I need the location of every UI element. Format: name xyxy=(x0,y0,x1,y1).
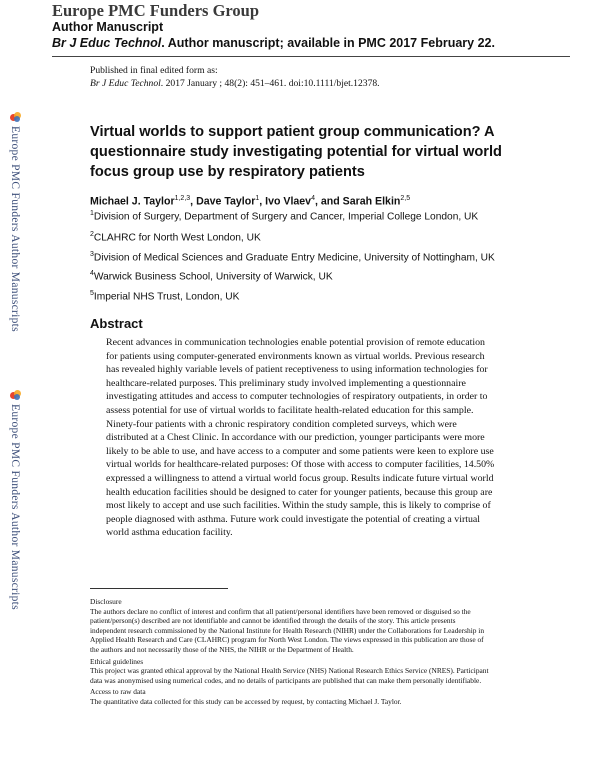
abstract-line: Ninety-four patients with a chronic respiratory condition completed surveys, which were xyxy=(106,418,457,430)
author-manuscript-label: Author Manuscript xyxy=(52,20,164,34)
footnote-line: the authors and not necessarily those of the NHS, the NIHR or the Department of Health. xyxy=(90,644,354,654)
footnote-disclosure xyxy=(90,597,520,655)
author-name: Dave Taylor xyxy=(196,195,256,208)
author-list xyxy=(90,195,410,208)
footnote-line: This project was granted ethical approval by the National Health Service (NHS) National Research Ethics Service (NRES). Participant xyxy=(90,666,489,676)
availability-text: . Author manuscript; available in PMC 2017 February 22. xyxy=(161,36,495,50)
author-affiliation-sup: 1 xyxy=(255,195,260,202)
published-label: Published in final edited form as: xyxy=(90,65,218,76)
abstract-line: people diagnosed with asthma. Future work could investigate the potential of creating a virtual xyxy=(106,513,481,525)
footnote-line: independent research commissioned by the National Institute for Health Research (NIHR) under the Collaborations for Leadership in xyxy=(90,625,485,635)
abstract-line: virtual worlds for healthcare-related purposes: Of those with access to computer facilities, 14.50% xyxy=(106,459,495,471)
affiliation-sup: 3 xyxy=(90,251,94,258)
journal-name: Br J Educ Technol xyxy=(52,36,162,50)
abstract-line: distributed at a Chest Clinic. In accordance with our prediction, younger participants were more xyxy=(106,432,485,444)
affiliation-text: Warwick Business School, University of Warwick, UK xyxy=(93,271,333,283)
sidebar-text-bottom: Europe PMC Funders Author Manuscripts xyxy=(9,404,21,610)
author-name: Sarah Elkin xyxy=(342,195,401,208)
footnote-heading: Access to raw data xyxy=(90,687,146,697)
author-affiliation-sup: 2,5 xyxy=(400,195,411,202)
footnote-raw-data xyxy=(90,687,520,706)
sidebar-watermark-top xyxy=(8,112,24,332)
affiliation xyxy=(90,231,261,243)
author-name: Ivo Vlaev xyxy=(265,195,312,208)
abstract-line: expressed a willingness to attend a virtual world focus group. Results indicate future virtual world xyxy=(106,472,494,484)
published-journal: Br J Educ Technol xyxy=(90,78,161,89)
abstract-line: world asthma education facility. xyxy=(106,527,233,539)
header-divider xyxy=(52,56,570,57)
affiliation-sup: 5 xyxy=(90,290,94,297)
affiliation xyxy=(90,251,495,263)
footnote-divider xyxy=(90,588,228,589)
footnote-heading: Ethical guidelines xyxy=(90,656,144,666)
europe-pmc-logo-icon xyxy=(10,390,21,401)
footnote-line: Applied Health Research and Care (CLAHRC) program for North West London. The views expressed in this publication are those of xyxy=(90,635,484,645)
affiliation-text: Imperial NHS Trust, London, UK xyxy=(93,291,240,303)
author-separator: , xyxy=(190,195,197,208)
abstract-heading: Abstract xyxy=(90,316,143,331)
author-name: Michael J. Taylor xyxy=(90,195,175,208)
footnote-ethics xyxy=(90,657,520,686)
footnote-line: The quantitative data collected for this study can be accessed by request, by contacting Michael J. Taylor. xyxy=(90,696,402,706)
europe-pmc-logo-icon xyxy=(10,112,21,123)
affiliation-sup: 2 xyxy=(90,231,94,238)
affiliation-text: Division of Surgery, Department of Surgery and Cancer, Imperial College London, UK xyxy=(93,211,479,223)
affiliation xyxy=(90,270,333,282)
abstract-line: most likely to accept and use such facilities. Within the study sample, this is likely to comprise of xyxy=(106,500,491,512)
author-separator: , and xyxy=(314,195,343,208)
article-title: Virtual worlds to support patient group communication? A questionnaire study investigating potential for virtual world focus group use by respiratory patients xyxy=(90,124,502,180)
footnote-heading: Disclosure xyxy=(90,597,122,606)
abstract-line: investigating attitudes and access to computer technologies of respiratory outpatients, in order to xyxy=(106,391,488,403)
author-separator: , xyxy=(259,195,266,208)
footnote-line: patient/person(s) described are not identifiable and cannot be identified through the details of the story. This article presents xyxy=(90,616,456,626)
published-in xyxy=(90,64,380,90)
sidebar-watermark-bottom xyxy=(8,390,24,610)
footnotes xyxy=(90,597,520,709)
published-details: . 2017 January ; 48(2): 451–461. doi:10.1111/bjet.12378. xyxy=(160,78,380,89)
footnote-line: The authors declare no conflict of interest and confirm that all patient/personal identifiers have been removed or disguised so the xyxy=(90,606,471,616)
published-citation xyxy=(90,77,380,90)
funders-group-title: Europe PMC Funders Group xyxy=(52,1,260,20)
abstract-line: likely to be able to use, and have access to a computer and some patients were keen to explore use xyxy=(106,445,494,457)
abstract-line: assess potential for use of virtual worlds to facilitate health-related education for this sample. xyxy=(106,404,474,416)
affiliation-sup: 1 xyxy=(90,210,94,217)
affiliation-sup: 4 xyxy=(90,270,94,277)
abstract-line: healthcare-related purposes. This preliminary study involved implementing a questionnaire xyxy=(106,377,466,389)
author-affiliation-sup: 1,2,3 xyxy=(174,195,191,202)
availability-line xyxy=(52,36,495,50)
affiliation-text: CLAHRC for North West London, UK xyxy=(93,232,261,244)
abstract-line: Recent advances in communication technologies enable potential provision of remote education xyxy=(106,337,485,348)
author-affiliation-sup: 4 xyxy=(311,195,315,202)
affiliation xyxy=(90,210,478,222)
affiliation-text: Division of Medical Sciences and Graduate Entry Medicine, University of Nottingham, UK xyxy=(93,252,495,264)
abstract-body xyxy=(106,336,512,540)
abstract-line: health education facilities should be designed to cater for younger patients, because this group are xyxy=(106,486,493,498)
affiliation xyxy=(90,290,239,302)
sidebar-text-top: Europe PMC Funders Author Manuscripts xyxy=(9,126,21,332)
abstract-line: has revealed highly variable levels of patient receptiveness to using information technologies for xyxy=(106,364,488,376)
footnote-line: data was anonymised using numerical codes, and no details of participants are published that can make them personally identifiable. xyxy=(90,675,482,685)
abstract-line: for patients using computer-generated environments known as virtual worlds. Previous research xyxy=(106,350,485,362)
